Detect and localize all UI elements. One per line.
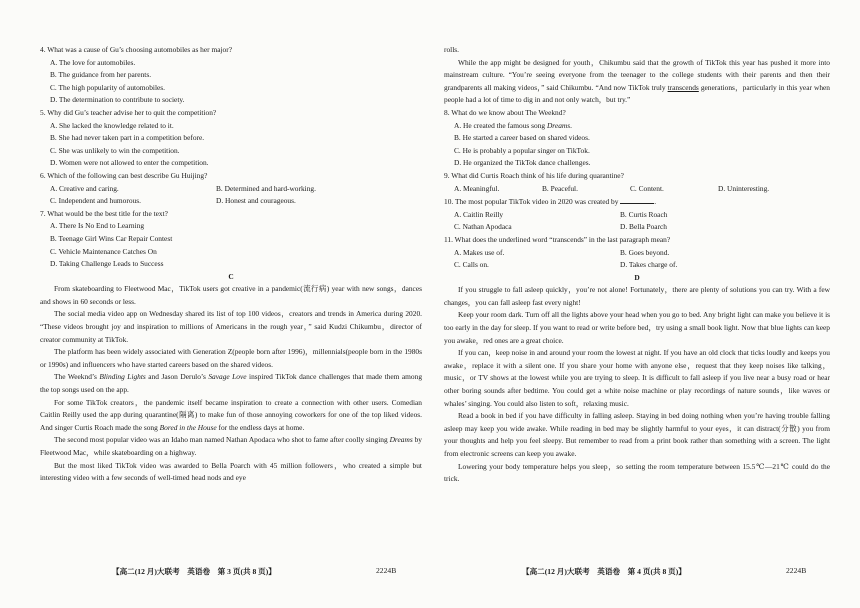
page-footer: 【高二(12 月)大联考 英语卷 第 4 页(共 8 页)】 — [522, 567, 686, 576]
text-run: For some TikTok creators，the pandemic itself became inspiration to create a connection with other users. Comedian Caitlin Reilly used the app during quarantine(隔离) to make fun of those annoying coworkers for one of the top liked videos. And singer Curtis Roach made the song — [40, 397, 422, 432]
paragraph — [40, 371, 422, 396]
option: B. He started a career based on shared videos. — [454, 133, 590, 143]
paragraph — [444, 57, 830, 107]
question-7: 7. What would be the best title for the text? — [40, 208, 168, 218]
left-column — [40, 44, 422, 485]
text-run: generations，particularly in this year when people had a lot of time to dig in and not only watch，but try.” — [444, 82, 830, 105]
answer-blank — [620, 195, 657, 207]
option: C. Independent and humorous. — [50, 196, 141, 206]
option: B. Determined and hard-working. — [216, 183, 316, 193]
option: A. Makes use of. — [454, 247, 505, 257]
text-run: inspired TikTok dance challenges that made them among the top songs used on the app. — [40, 372, 423, 395]
question-5: 5. Why did Gu’s teacher advise her to quit the competition? — [40, 107, 217, 117]
option — [454, 120, 830, 133]
option-row — [50, 195, 422, 208]
option: D. Takes charge of. — [620, 260, 678, 270]
option-row — [454, 221, 830, 234]
option: B. She had never taken part in a competition before. — [50, 133, 205, 143]
text-run: While the app might be designed for youth，Chikumbu said that the growth of TikTok this year has pushed it more into mainstream culture. “You’re seeing everyone from the teenager to the college students with their parents and then their grandparents all making videos，” said Chikumbu. “And now TikTok truly — [444, 57, 830, 92]
option: B. Teenage Girl Wins Car Repair Contest — [50, 233, 173, 243]
right-page — [430, 0, 860, 608]
song-title: Dreams — [389, 435, 413, 445]
paragraph — [40, 397, 422, 435]
option: A. Meaningful. — [454, 183, 500, 193]
question-11: 11. What does the underlined word “transcends” in the last paragraph mean? — [444, 234, 671, 244]
option: D. Bella Poarch — [620, 222, 667, 232]
option: C. The high popularity of automobiles. — [50, 82, 166, 92]
option-row — [454, 183, 830, 196]
option: B. Goes beyond. — [620, 247, 670, 257]
option: C. Content. — [630, 183, 664, 193]
song-title: Savage Love — [208, 372, 247, 382]
text-run: The second most popular video was an Idaho man named Nathan Apodaca who shot to fame after coolly singing — [54, 435, 390, 445]
option: A. The love for automobiles. — [50, 57, 136, 67]
option-row — [50, 183, 422, 196]
option: C. Nathan Apodaca — [454, 222, 512, 232]
paragraph: But the most liked TikTok video was awarded to Bella Poarch with 45 million followers，who created a simple but interesting video with a few seconds of well-timed head nods and eye — [40, 460, 422, 483]
option-row — [454, 259, 830, 272]
song-title: Bored in the House — [159, 422, 217, 432]
paragraph: The social media video app on Wednesday shared its list of top 100 videos，creators and trends in America during 2020. “These videos brought joy and inspiration to millions of Americans in the rough year，” said Kudzi Chikumbu，director of creator community at TikTok. — [40, 309, 422, 344]
option: C. She was unlikely to win the competition. — [50, 145, 180, 155]
text-run: . — [654, 197, 657, 207]
option: C. Calls on. — [454, 260, 489, 270]
paper-code: 2224B — [786, 566, 807, 575]
option: A. There Is No End to Learning — [50, 221, 145, 231]
section-heading-c: C — [228, 271, 234, 281]
option: D. Honest and courageous. — [216, 196, 296, 206]
text-run: 10. The most popular TikTok video in 2020 was created by — [444, 197, 621, 207]
option: C. Vehicle Maintenance Catches On — [50, 246, 157, 256]
option: B. Curtis Roach — [620, 209, 668, 219]
option: A. Caitlin Reilly — [454, 209, 504, 219]
question-6: 6. Which of the following can best describe Gu Huijing? — [40, 170, 208, 180]
option: B. Peaceful. — [542, 183, 578, 193]
question-8: 8. What do we know about The Weeknd? — [444, 107, 566, 117]
paragraph: If you struggle to fall asleep quickly，you’re not alone! Fortunately，there are plenty of solutions you can try. With a few changes，you can fall asleep fast every night! — [444, 285, 830, 307]
paragraph-continuation: rolls. — [444, 45, 459, 54]
option: A. Creative and caring. — [50, 183, 119, 193]
page-footer: 【高二(12 月)大联考 英语卷 第 3 页(共 8 页)】 — [112, 567, 276, 576]
paragraph: Lowering your body temperature helps you sleep，so setting the room temperature between 15.5℃—21℃ could do the trick. — [444, 461, 830, 484]
option: A. She lacked the knowledge related to it. — [50, 120, 174, 130]
option: C. He is probably a popular singer on TikTok. — [454, 145, 590, 155]
question-10 — [444, 195, 830, 209]
paper-code: 2224B — [376, 566, 397, 575]
song-title: Blinding Lights — [99, 372, 146, 382]
option-row — [454, 247, 830, 260]
question-4: 4. What was a cause of Gu’s choosing automobiles as her major? — [40, 45, 232, 54]
right-column — [444, 44, 830, 486]
paragraph: The platform has been widely associated with Generation Z(people born after 1996)，millennials(people born in the 1980s or 1990s) and influencers who have started careers based on the shared videos. — [40, 347, 422, 369]
text-run: The Weeknd’s — [54, 372, 100, 382]
option: D. The determination to contribute to society. — [50, 95, 185, 105]
paragraph: From skateboarding to Fleetwood Mac，TikTok users got creative in a pandemic(流行病) year with new songs，dances and shows in 60 seconds or less. — [40, 284, 422, 306]
option-row — [454, 209, 830, 222]
option: B. The guidance from her parents. — [50, 70, 152, 80]
option: D. Women were not allowed to enter the competition. — [50, 158, 209, 168]
paragraph: Read a book in bed if you have difficulty in falling asleep. Staying in bed doing nothing when you’re having trouble falling asleep may keep you wide awake. While reading in bed may be slightly harmful to your eyes，it can distract(分散) you from your thoughts and help you feel sleepy. But remember to read from a print book rather than something with a screen. The light from electronic screens can keep you awake. — [444, 411, 830, 458]
text-run: and Jason Derulo’s — [145, 372, 209, 382]
text-run: A. He created the famous song — [454, 120, 547, 130]
option: D. He organized the TikTok dance challenges. — [454, 158, 591, 168]
text-run: by Fleetwood Mac，while skateboarding on a highway. — [40, 435, 422, 457]
text-run: . — [570, 120, 572, 130]
section-heading-d: D — [634, 272, 640, 282]
option: D. Taking Challenge Leads to Success — [50, 259, 164, 269]
question-9: 9. What did Curtis Roach think of his life during quarantine? — [444, 170, 624, 180]
option: D. Uninteresting. — [718, 183, 770, 193]
paragraph: Keep your room dark. Turn off all the lights above your head when you go to bed. Any bright light can make you believe it is too early in the day for sleep. If you want to read or write before bed，try using a small book light. Now that blue lights can keep you awake，red ones are a great choice. — [444, 310, 830, 345]
paragraph — [40, 434, 422, 459]
text-run: for the endless days at home. — [216, 422, 305, 432]
paragraph: If you can，keep noise in and around your room the lowest at night. If you have an old clock that ticks loudly and keeps you awake，replace it with a silent one. If you share your home with anyone else，request that they keep noises like talking，music，or TV shows at the lowest while you are trying to sleep. It is difficult to fall asleep if you live near a busy road or hear other boring sounds after bedtime. You could get a white noise machine or play recordings of nature sounds，like waves or whales’ singing. You could also listen to soft，relaxing music. — [444, 348, 830, 408]
underlined-word: transcends — [667, 82, 699, 92]
song-title: Dreams — [546, 120, 571, 130]
